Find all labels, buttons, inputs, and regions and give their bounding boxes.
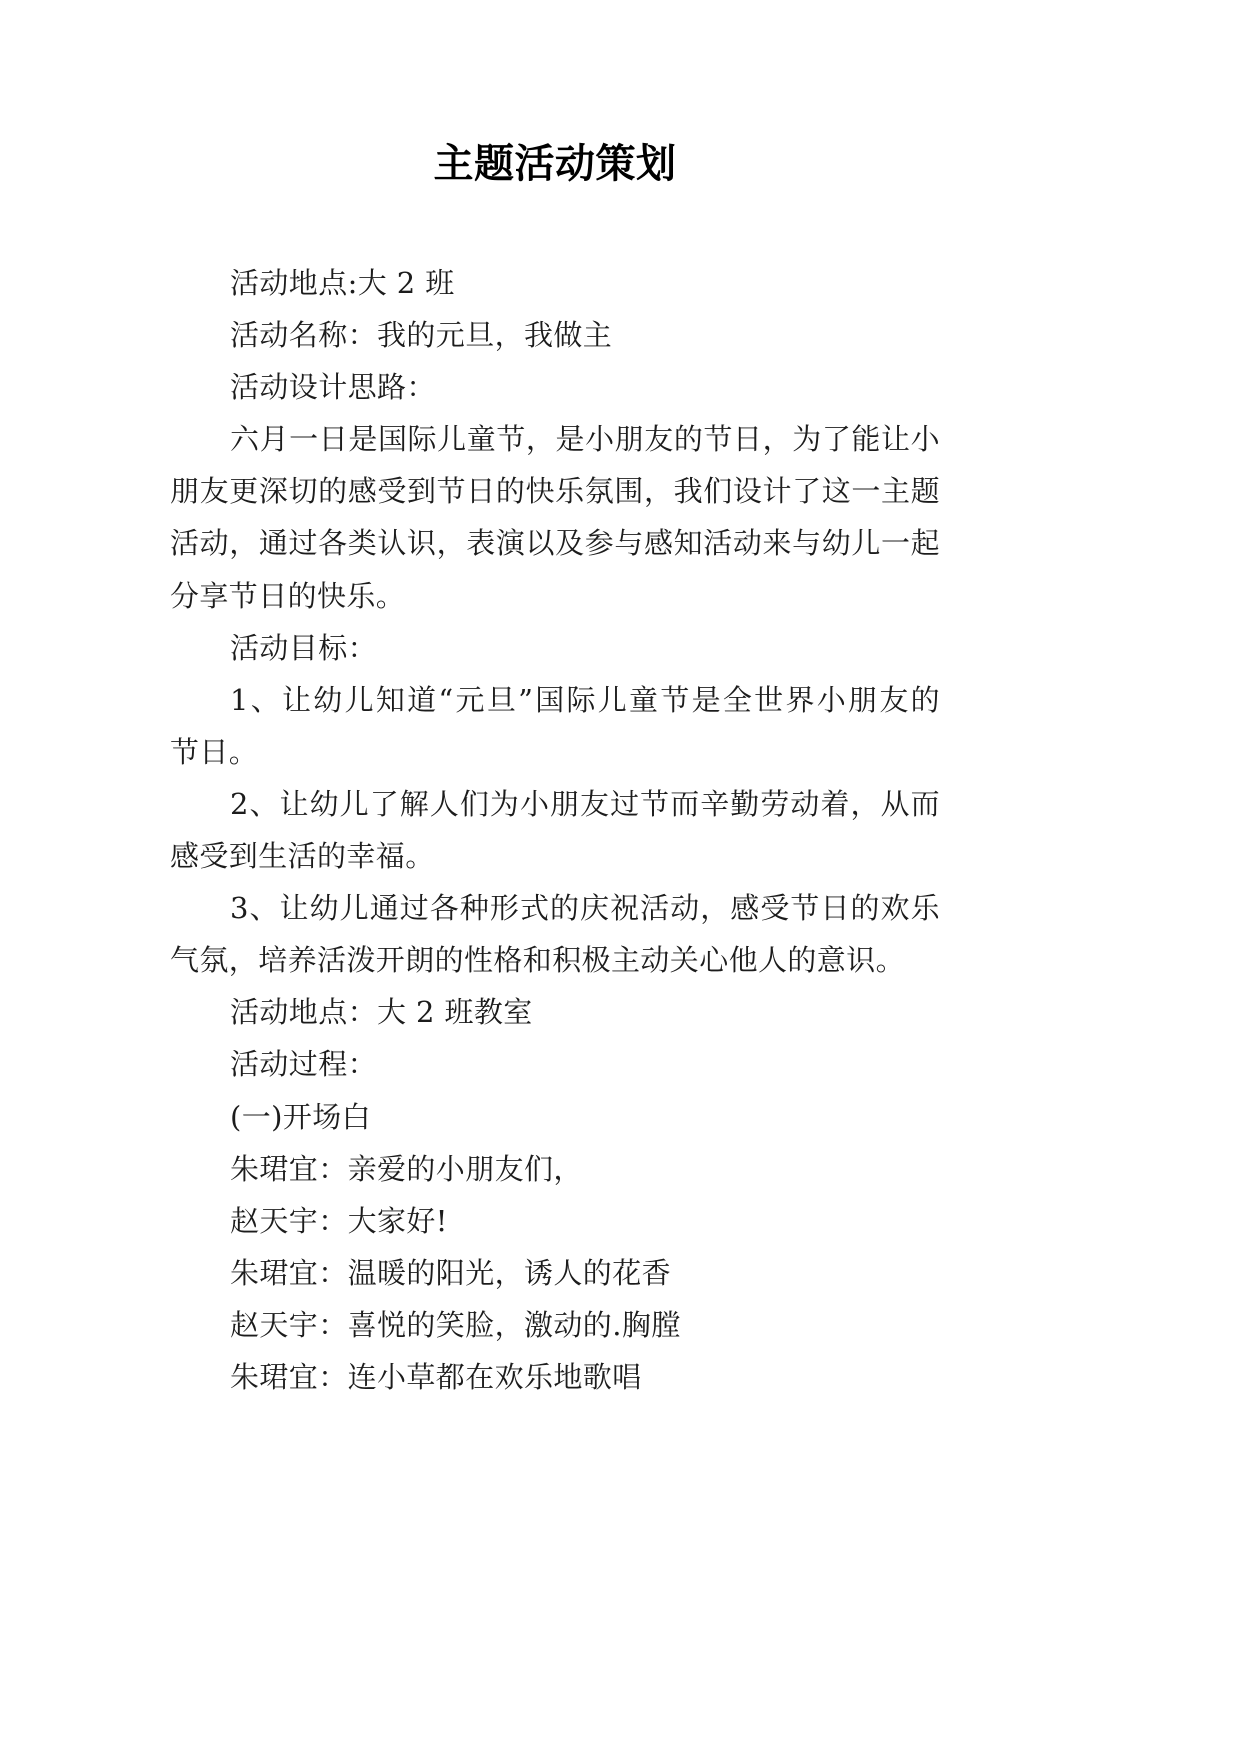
paragraph-line: 六月一日是国际儿童节，是小朋友的节日，为了能让小	[230, 422, 940, 457]
paragraph-line: (一)开场白	[230, 1099, 372, 1134]
paragraph-line: 分享节日的快乐。	[170, 578, 406, 613]
paragraph-line: 朱珺宜：连小草都在欢乐地歌唱	[230, 1359, 642, 1394]
paragraph-line: 气氛，培养活泼开朗的性格和积极主动关心他人的意识。	[170, 943, 906, 978]
paragraph-venue	[170, 986, 940, 1038]
heading-opening	[170, 1091, 940, 1143]
paragraph-line: 赵天宇：喜悦的笑脸，激动的.胸膛	[230, 1307, 681, 1342]
document-title: 主题活动策划	[433, 140, 677, 187]
paragraph-line: 活动目标：	[230, 630, 378, 665]
paragraph-line: 活动地点：大 2 班教室	[230, 995, 533, 1030]
paragraph-line: 3、让幼儿通过各种形式的庆祝活动，感受节日的欢乐	[230, 891, 940, 926]
paragraph-line: 活动，通过各类认识，表演以及参与感知活动来与幼儿一起	[170, 526, 940, 561]
dialogue-line	[170, 1195, 940, 1247]
objective-3	[170, 882, 940, 986]
paragraph-line: 活动过程：	[230, 1047, 378, 1082]
paragraph-line: 活动设计思路：	[230, 370, 436, 405]
paragraph-activity-name	[170, 309, 940, 361]
paragraph-line: 活动名称：我的元旦，我做主	[230, 318, 613, 353]
paragraph-line: 朱珺宜：温暖的阳光，诱人的花香	[230, 1255, 672, 1290]
dialogue-line	[170, 1247, 940, 1299]
objective-2	[170, 778, 940, 882]
paragraph-line: 感受到生活的幸福。	[170, 839, 435, 874]
paragraph-line: 1、让幼儿知道“元旦”国际儿童节是全世界小朋友的	[230, 682, 940, 717]
dialogue-line	[170, 1143, 940, 1195]
dialogue-line	[170, 1351, 940, 1403]
dialogue-line	[170, 1299, 940, 1351]
paragraph-line: 2、让幼儿了解人们为小朋友过节而辛勤劳动着，从而	[230, 786, 940, 821]
heading-design-idea	[170, 361, 940, 413]
heading-objectives	[170, 622, 940, 674]
heading-process	[170, 1038, 940, 1090]
paragraph-line: 朋友更深切的感受到节日的快乐氛围，我们设计了这一主题	[170, 474, 940, 509]
paragraph-line: 赵天宇：大家好!	[230, 1203, 448, 1238]
objective-1	[170, 674, 940, 778]
document-body	[170, 257, 940, 1403]
paragraph-line: 朱珺宜：亲爱的小朋友们，	[230, 1151, 583, 1186]
paragraph-line: 活动地点:大 2 班	[230, 266, 455, 300]
paragraph-line: 节日。	[170, 734, 259, 769]
paragraph-design-idea	[170, 413, 940, 621]
paragraph-location	[170, 257, 940, 309]
